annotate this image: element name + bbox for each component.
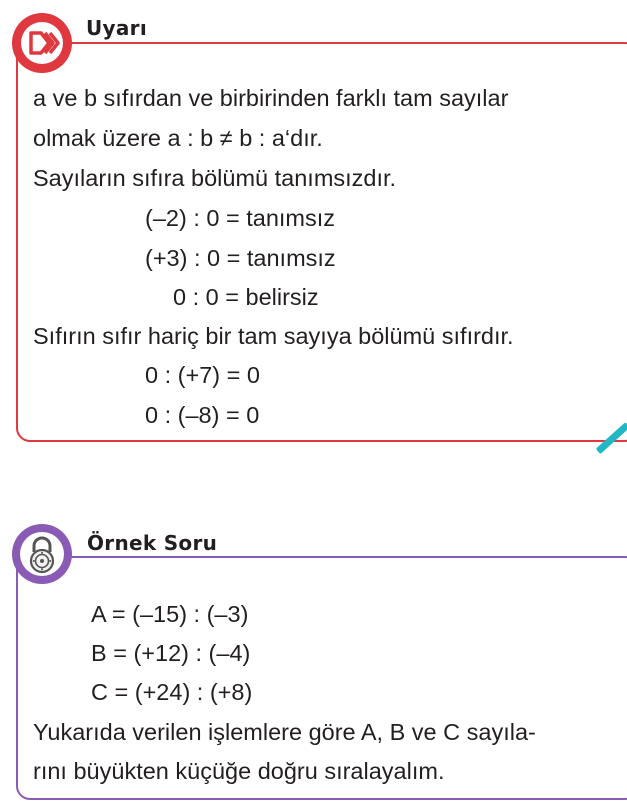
warning-title: Uyarı	[86, 16, 147, 40]
warning-example-5: 0 : (–8) = 0	[145, 402, 260, 428]
warning-example-4: 0 : (+7) = 0	[145, 362, 260, 388]
expression-a: A = (–15) : (–3)	[91, 601, 249, 627]
warning-example-3: 0 : 0 = belirsiz	[173, 284, 319, 310]
question-line-2: rını büyükten küçüğe doğru sıralayalım.	[33, 758, 445, 784]
question-line-1: Yukarıda verilen işlemlere göre A, B ve C sayıla-	[33, 719, 536, 745]
example-question-title: Örnek Soru	[87, 531, 218, 555]
arrow-right-icon	[12, 13, 72, 73]
warning-line-1: a ve b sıfırdan ve birbirinden farklı tam sayılar	[33, 85, 509, 111]
warning-line-3: Sayıların sıfıra bölümü tanımsızdır.	[33, 165, 397, 191]
warning-line-4: Sıfırın sıfır hariç bir tam sayıya bölümü sıfırdır.	[33, 323, 514, 349]
warning-example-2: (+3) : 0 = tanımsız	[145, 245, 336, 271]
warning-line-2: olmak üzere a : b ≠ b : a‘dır.	[33, 125, 323, 151]
padlock-icon	[12, 524, 72, 584]
expression-c: C = (+24) : (+8)	[91, 679, 253, 705]
example-question-badge	[12, 524, 72, 584]
warning-example-1: (–2) : 0 = tanımsız	[145, 205, 336, 231]
warning-badge	[12, 13, 72, 73]
expression-b: B = (+12) : (–4)	[91, 640, 251, 666]
